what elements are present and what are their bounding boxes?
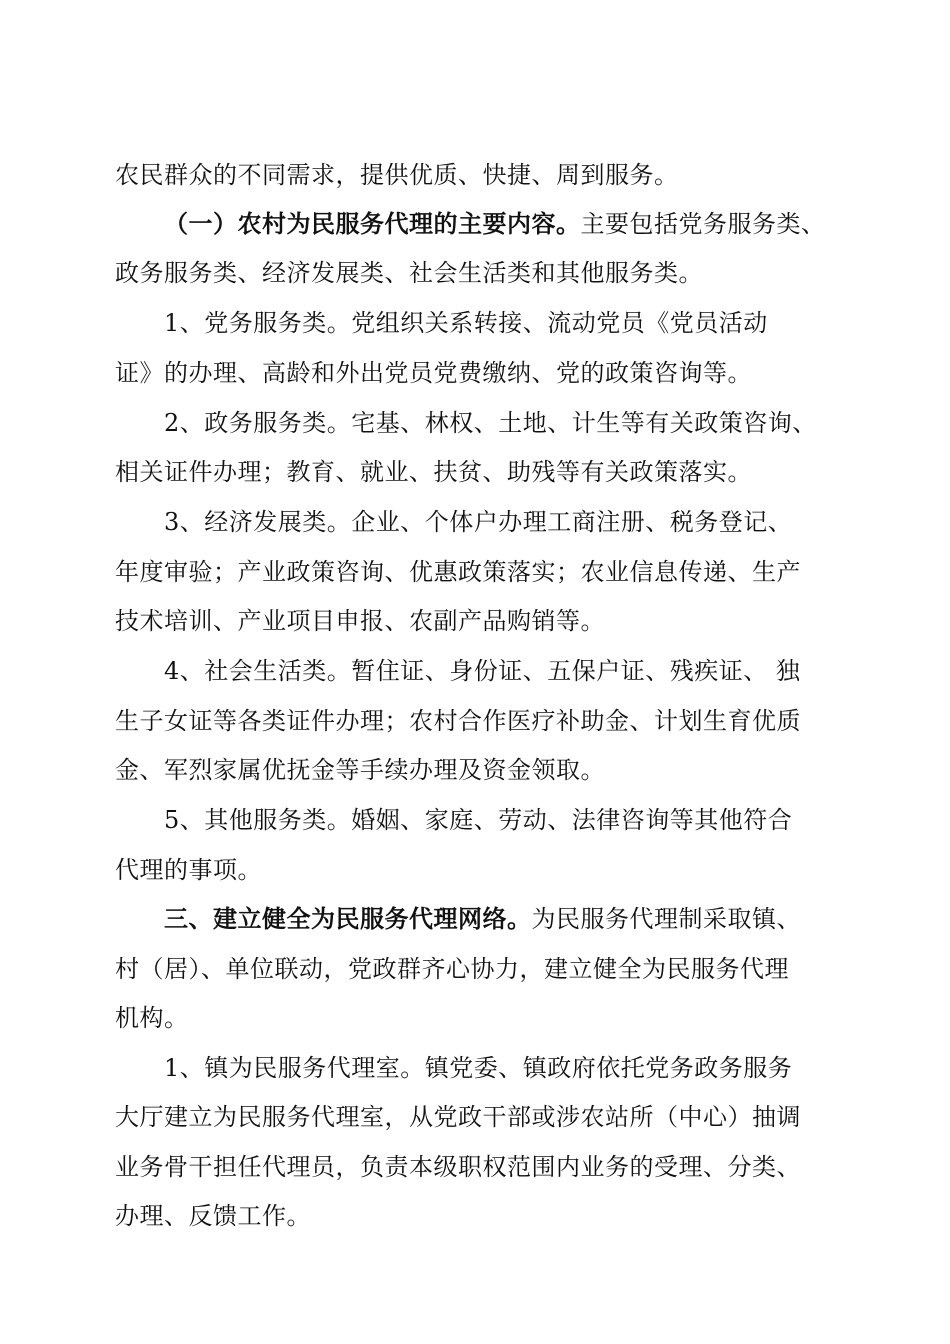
text-line <box>115 353 855 393</box>
text-span: 1、党务服务类。党组织关系转接、流动党员《党员活动 <box>164 309 768 337</box>
list-item-line <box>164 1048 855 1088</box>
text-span: 5、其他服务类。婚姻、家庭、劳动、法律咨询等其他符合 <box>164 806 793 834</box>
text-span: 2、政务服务类。宅基、林权、土地、计生等有关政策咨询、 <box>164 409 817 437</box>
text-line <box>115 253 855 293</box>
text-span: 村（居）、单位联动，党政群齐心协力，建立健全为民服务代理 <box>115 955 789 983</box>
list-item-line <box>164 403 855 443</box>
list-item-line <box>164 502 855 542</box>
section-heading-3: 三、建立健全为民服务代理网络。 <box>164 904 532 933</box>
text-line <box>115 552 855 592</box>
text-span: 4、社会生活类。暂住证、身份证、五保户证、残疾证、 独 <box>164 657 801 685</box>
text-span: 业务骨干担任代理员，负责本级职权范围内业务的受理、分类、 <box>115 1153 801 1181</box>
text-span: 证》的办理、高龄和外出党员党费缴纳、党的政策咨询等。 <box>115 359 752 387</box>
text-span: 技术培训、产业项目申报、农副产品购销等。 <box>115 607 605 635</box>
text-line <box>115 701 855 741</box>
list-item-line <box>164 303 855 343</box>
text-span: 1、镇为民服务代理室。镇党委、镇政府依托党务政务服务 <box>164 1054 793 1082</box>
list-item-line <box>164 800 855 840</box>
text-span: 金、军烈家属优抚金等手续办理及资金领取。 <box>115 756 605 784</box>
text-line <box>115 949 855 989</box>
text-line <box>115 1196 855 1236</box>
text-span: 年度审验；产业政策咨询、优惠政策落实；农业信息传递、生产 <box>115 558 801 586</box>
text-line <box>115 452 855 492</box>
text-line <box>115 1097 855 1137</box>
text-span: 政务服务类、经济发展类、社会生活类和其他服务类。 <box>115 259 703 287</box>
text-span: 相关证件办理；教育、就业、扶贫、助残等有关政策落实。 <box>115 458 752 486</box>
text-span: 机构。 <box>115 1004 189 1032</box>
text-line <box>115 1147 855 1187</box>
list-item-line <box>164 651 855 691</box>
text-span: 生子女证等各类证件办理；农村合作医疗补助金、计划生育优质 <box>115 707 801 735</box>
text-span: 主要包括党务服务类、 <box>580 210 826 238</box>
text-span: 3、经济发展类。企业、个体户办理工商注册、税务登记、 <box>164 508 793 536</box>
text-line <box>115 850 855 890</box>
text-span: 大厅建立为民服务代理室，从党政干部或涉农站所（中心）抽调 <box>115 1103 801 1131</box>
section-heading-1: （一）农村为民服务代理的主要内容。 <box>164 209 581 238</box>
text-line <box>115 998 855 1038</box>
section-heading-line <box>164 899 855 939</box>
text-span: 代理的事项。 <box>115 856 262 884</box>
text-line <box>115 750 855 790</box>
section-heading-line <box>164 204 855 244</box>
text-span: 办理、反馈工作。 <box>115 1202 311 1230</box>
text-line <box>115 155 855 195</box>
text-span: 为民服务代理制采取镇、 <box>531 905 801 933</box>
text-line <box>115 601 855 641</box>
text-span: 农民群众的不同需求，提供优质、快捷、周到服务。 <box>115 161 679 189</box>
